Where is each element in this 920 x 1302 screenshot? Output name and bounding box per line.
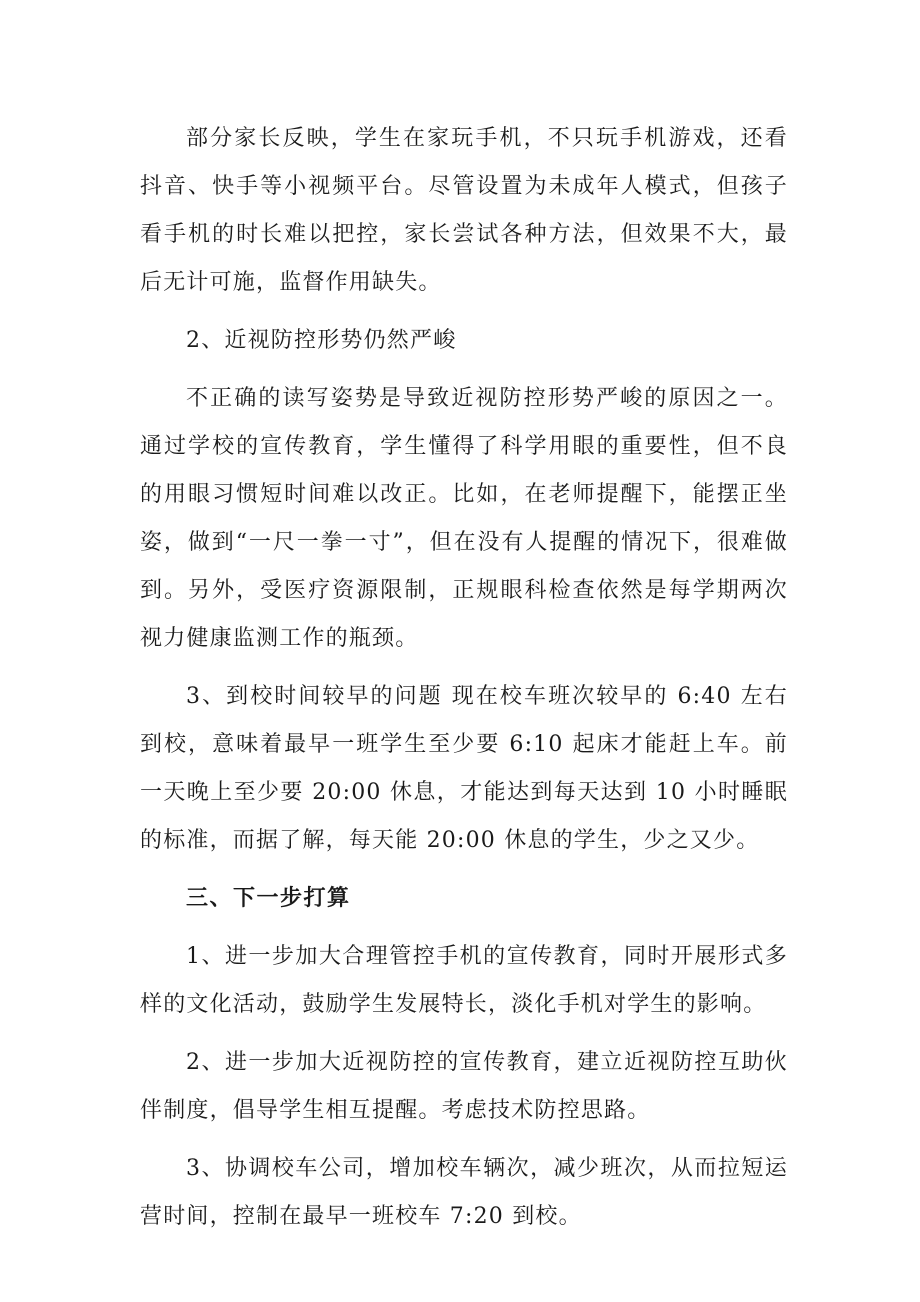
paragraph-step-2: 2、进一步加大近视防控的宣传教育，建立近视防控互助伙伴制度，倡导学生相互提醒。考虑技术防控思路。: [140, 1050, 788, 1123]
paragraph-step-3: 3、协调校车公司，增加校车辆次，减少班次，从而拉短运营时间，控制在最早一班校车 7:20 到校。: [140, 1156, 788, 1229]
subheading-myopia: 2、近视防控形势仍然严峻: [186, 328, 457, 353]
paragraph-arrival-time: 3、到校时间较早的问题 现在校车班次较早的 6:40 左右到校，意味着最早一班学生至少要 6:10 起床才能赶上车。前一天晚上至少要 20:00 休息，才能达到每天达到 10 小时睡眠的标准，而据了解，每天能 20:00 休息的学生，少之又少。: [140, 684, 788, 853]
section-heading-next-steps: 三、下一步打算: [186, 886, 351, 911]
document-body: [140, 115, 788, 1241]
paragraph-step-1: 1、进一步加大合理管控手机的宣传教育，同时开展形式多样的文化活动，鼓励学生发展特长，淡化手机对学生的影响。: [140, 944, 788, 1017]
paragraph-parent-feedback: 部分家长反映，学生在家玩手机，不只玩手机游戏，还看抖音、快手等小视频平台。尽管设置为未成年人模式，但孩子看手机的时长难以把控，家长尝试各种方法，但效果不大，最后无计可施，监督作用缺失。: [140, 126, 788, 295]
paragraph-myopia: 不正确的读写姿势是导致近视防控形势严峻的原因之一。通过学校的宣传教育，学生懂得了科学用眼的重要性，但不良的用眼习惯短时间难以改正。比如，在老师提醒下，能摆正坐姿，做到“一尺一拳一寸”，但在没有人提醒的情况下，很难做到。另外，受医疗资源限制，正规眼科检查依然是每学期两次视力健康监测工作的瓶颈。: [140, 386, 788, 651]
